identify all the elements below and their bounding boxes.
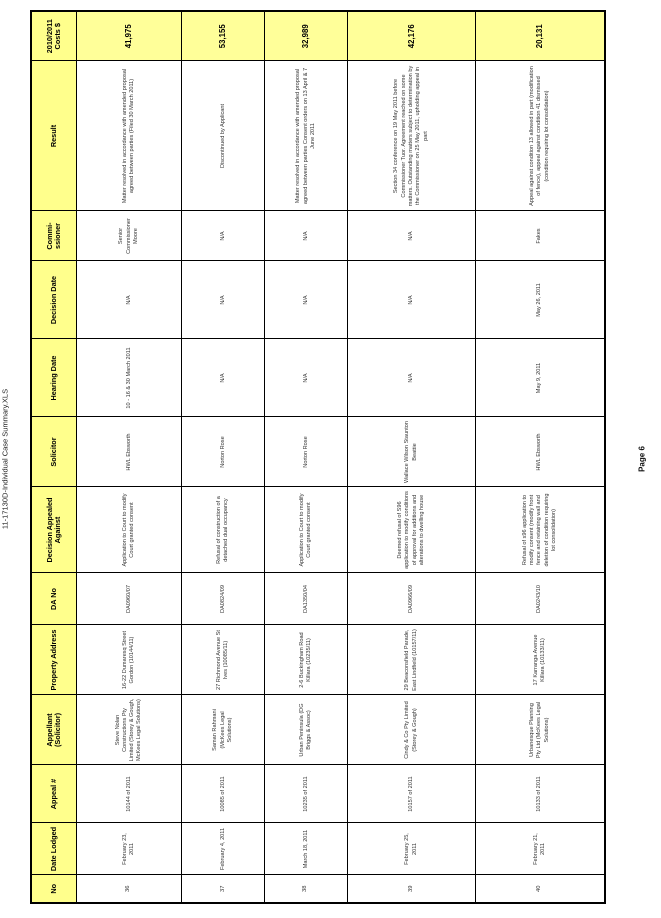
cell-decision: Refusal of s96 application to modify consent (modify front fence and retaining wall and deletion of condition requiring lot consolidation) <box>476 487 605 573</box>
cell-commissioner: Fakes <box>476 211 605 261</box>
header-decision-date: Decision Date <box>31 261 77 339</box>
cell-da-no: DA0243/10 <box>476 573 605 625</box>
cell-date-lodged: February 4, 2011 <box>182 823 265 875</box>
cell-decision-date: N/A <box>182 261 265 339</box>
cell-solicitor: HWL Ebsworth <box>77 417 182 487</box>
cell-commissioner: Senior Commissioner Moore <box>77 211 182 261</box>
cell-decision: Application to Court to modify Court granted consent <box>77 487 182 573</box>
cell-appellant: Cindy & Co Pty Limited (Storey & Gough) <box>348 695 476 765</box>
document-title: 11-17130D-Individual Case Summary.XLS <box>0 388 10 530</box>
cell-hearing-date: May 9, 2011 <box>476 339 605 417</box>
header-result: Result <box>31 61 77 211</box>
cell-commissioner: N/A <box>265 211 348 261</box>
cell-property: 27 Richmond Avenue St Ives (10085/11) <box>182 625 265 695</box>
cell-property: 17 Karranga Avenue Killara (10133/11) <box>476 625 605 695</box>
cell-hearing-date: N/A <box>182 339 265 417</box>
header-property: Property Address <box>31 625 77 695</box>
cell-hearing-date: 10 - 16 & 30 March 2011 <box>77 339 182 417</box>
cell-decision-date: May 26, 2011 <box>476 261 605 339</box>
header-appellant: Appellant (Solicitor) <box>31 695 77 765</box>
cell-result: Section 34 conference on 19 May 2011 before Commissioner Tuor. Agreement reached on some matters. Outstanding matters subject to determination by the Commissioner on 25 May 2011, upholding appeal in part <box>348 61 476 211</box>
cell-costs: 32,989 <box>265 11 348 61</box>
cell-result: Appeal against condition 13 allowed in part (modification of fence), appeal against condition 41 dismissed (condition requiring lot consolidation) <box>476 61 605 211</box>
cell-costs: 41,975 <box>77 11 182 61</box>
header-commissioner: Commi-ssioner <box>31 211 77 261</box>
cell-appellant: Urbanesque Planning Pty Ltd (McKees Legal Solutions) <box>476 695 605 765</box>
header-da-no: DA No <box>31 573 77 625</box>
cell-hearing-date: N/A <box>348 339 476 417</box>
case-summary-table <box>30 10 606 904</box>
cell-no: 40 <box>476 875 605 903</box>
cell-result: Matter resolved in accordance with amended proposal agreed between parties (Filed 30 March 2011) <box>77 61 182 211</box>
header-date-lodged: Date Lodged <box>31 823 77 875</box>
cell-hearing-date: N/A <box>265 339 348 417</box>
cell-costs: 20,131 <box>476 11 605 61</box>
cell-property: 16-22 Dumaresq Street Gordon (10144/11) <box>77 625 182 695</box>
cell-result: Discontinued by Applicant <box>182 61 265 211</box>
cell-decision: Refusal of construction of a detached dual occupancy <box>182 487 265 573</box>
header-solicitor: Solicitor <box>31 417 77 487</box>
cell-date-lodged: February 25, 2011 <box>348 823 476 875</box>
cell-property: 29 Beaconsfield Parade, East Lindfield (10157/11) <box>348 625 476 695</box>
cell-appellant: Urban Peninsula (DG Briggs & Assoc) <box>265 695 348 765</box>
table-row <box>476 11 605 903</box>
cell-date-lodged: March 18, 2011 <box>265 823 348 875</box>
table-row <box>182 11 265 903</box>
table-row <box>348 11 476 903</box>
header-appeal: Appeal # <box>31 765 77 823</box>
cell-appellant: Saman Rahmani (McKees Legal Solutions) <box>182 695 265 765</box>
cell-solicitor: HWL Ebsworth <box>476 417 605 487</box>
cell-da-no: DA1350/04 <box>265 573 348 625</box>
cell-decision: Deemed refusal of S96 application to modify conditions of approval for additions and alterations to dwelling house <box>348 487 476 573</box>
cell-costs: 53,155 <box>182 11 265 61</box>
cell-property: 2-6 Buckingham Road Killara (10235/11) <box>265 625 348 695</box>
cell-da-no: DA0966/09 <box>348 573 476 625</box>
cell-appeal: 10157 of 2011 <box>348 765 476 823</box>
table-row <box>265 11 348 903</box>
cell-da-no: DA0960/07 <box>77 573 182 625</box>
cell-decision-date: N/A <box>348 261 476 339</box>
cell-commissioner: N/A <box>182 211 265 261</box>
cell-no: 36 <box>77 875 182 903</box>
cell-no: 39 <box>348 875 476 903</box>
cell-decision-date: N/A <box>265 261 348 339</box>
cell-da-no: DA0824/09 <box>182 573 265 625</box>
cell-solicitor: Norton Rose <box>182 417 265 487</box>
cell-commissioner: N/A <box>348 211 476 261</box>
header-costs: 2010/2011 Costs $ <box>31 11 77 61</box>
cell-solicitor: Norton Rose <box>265 417 348 487</box>
cell-appeal: 10144 of 2011 <box>77 765 182 823</box>
cell-decision-date: N/A <box>77 261 182 339</box>
cell-decision: Application to Court to modify Court granted consent <box>265 487 348 573</box>
cell-appeal: 10085 of 2011 <box>182 765 265 823</box>
cell-appeal: 10133 of 2011 <box>476 765 605 823</box>
cell-solicitor: Wallace Wilson Staunton Beattie <box>348 417 476 487</box>
cell-appeal: 10235 of 2011 <box>265 765 348 823</box>
header-no: No <box>31 875 77 903</box>
case-table-wrapper <box>30 12 606 904</box>
cell-date-lodged: February 21, 2011 <box>476 823 605 875</box>
cell-costs: 42,176 <box>348 11 476 61</box>
header-decision: Decision Appealed Against <box>31 487 77 573</box>
cell-date-lodged: February 23, 2011 <box>77 823 182 875</box>
page-number: Page 6 <box>637 446 647 472</box>
cell-no: 37 <box>182 875 265 903</box>
cell-result: Matter resolved in accordance with amended proposal agreed between parties Consent orders on 13 April & 7 June 2011 <box>265 61 348 211</box>
header-row <box>31 11 77 903</box>
header-hearing-date: Hearing Date <box>31 339 77 417</box>
cell-appellant: Steve Nolan Constructions Pty Limited (Storey & Gough, McKees Legal Solutions) <box>77 695 182 765</box>
cell-no: 38 <box>265 875 348 903</box>
table-row <box>77 11 182 903</box>
